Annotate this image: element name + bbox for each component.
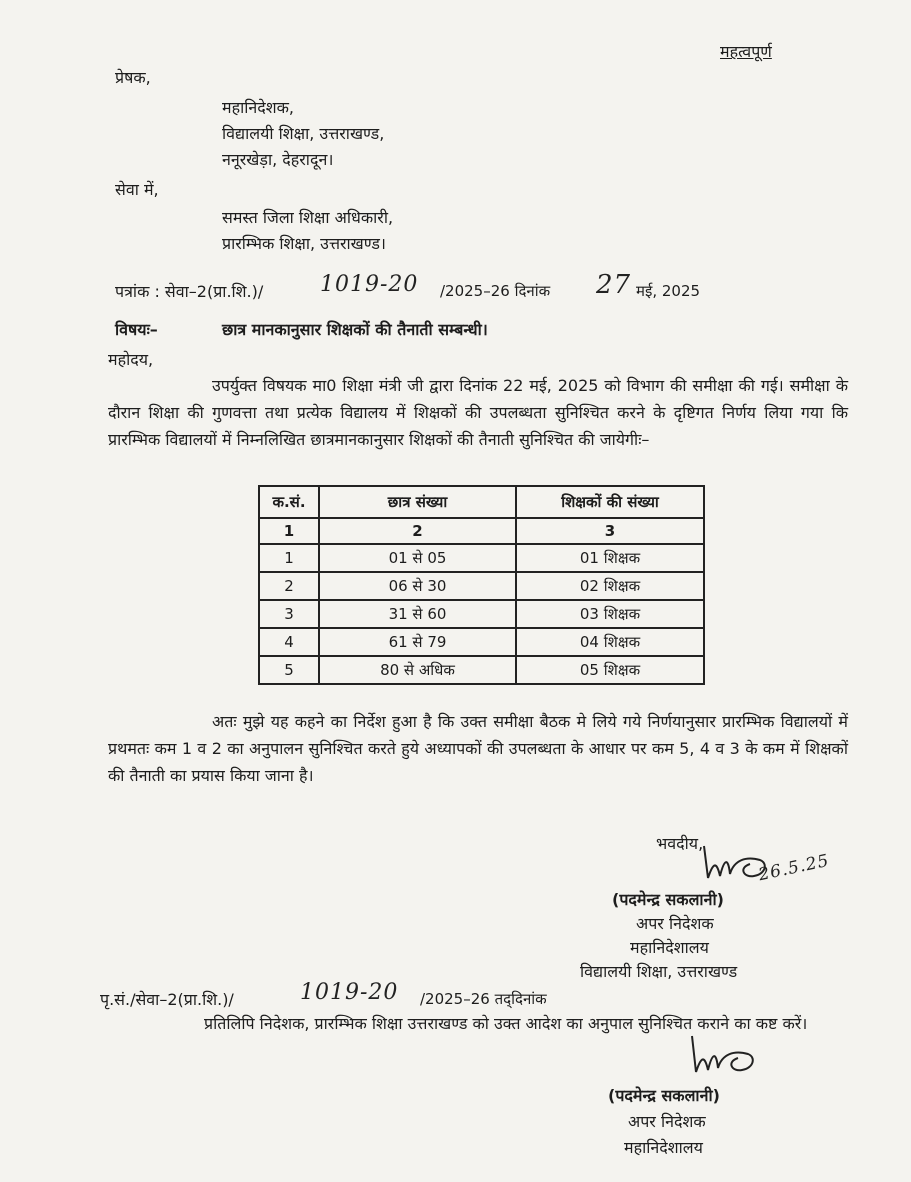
valediction: भवदीय,	[656, 834, 704, 853]
table-header: छात्र संख्या	[319, 486, 516, 518]
sender-label: प्रेषक,	[115, 68, 151, 87]
table-cell: 04 शिक्षक	[516, 628, 704, 656]
body-paragraph-2	[108, 708, 848, 789]
table-cell: 06 से 30	[319, 572, 516, 600]
reference-month-year: मई, 2025	[636, 282, 701, 300]
endorsement-number: 1019-20	[300, 980, 399, 1005]
table-cell: 2	[259, 572, 319, 600]
handwritten-signature	[676, 1032, 766, 1082]
subject-label: विषयः–	[115, 320, 158, 339]
table-header: क.सं.	[259, 486, 319, 518]
paragraph-1-text: उपर्युक्त विषयक मा0 शिक्षा मंत्री जी द्वारा दिनांक 22 मई, 2025 को विभाग की समीक्षा की गई। समीक्षा के दौरान शिक्षा की गुणवत्ता तथा प्रत्येक विद्यालय में शिक्षकों की उपलब्धता सुनिश्चित करने के दृष्टिगत निर्णय लिया गया कि प्रारम्भिक विद्यालयों में निम्नलिखित छात्रमानकानुसार शिक्षकों की तैनाती सुनिश्चित की जायेगीः–	[108, 376, 848, 449]
table-header-row	[259, 486, 704, 518]
table-cell: 05 शिक्षक	[516, 656, 704, 684]
reference-number: 1019-20	[320, 272, 419, 297]
table-cell: 4	[259, 628, 319, 656]
reference-year: /2025–26 दिनांक	[440, 282, 551, 300]
table-cell: 80 से अधिक	[319, 656, 516, 684]
table-index-row	[259, 518, 704, 544]
table-cell: 3	[259, 600, 319, 628]
table-row	[259, 656, 704, 684]
importance-marking: महत्वपूर्ण	[720, 42, 772, 61]
signatory-department: विद्यालयी शिक्षा, उत्तराखण्ड	[580, 962, 738, 981]
endorsement-signatory-designation: अपर निदेशक	[628, 1112, 706, 1131]
endorsement-prefix: पृ.सं./सेवा–2(प्रा.शि.)/	[100, 990, 234, 1009]
table-cell: 03 शिक्षक	[516, 600, 704, 628]
subject-text: छात्र मानकानुसार शिक्षकों की तैनाती सम्बन्धी।	[222, 320, 488, 339]
reference-day: 27	[596, 270, 632, 300]
table-cell: 5	[259, 656, 319, 684]
signatory-office: महानिदेशालय	[630, 938, 709, 957]
recipient-line: प्रारम्भिक शिक्षा, उत्तराखण्ड।	[222, 234, 386, 253]
table-row	[259, 544, 704, 572]
recipient-label: सेवा में,	[115, 180, 159, 199]
table-cell: 02 शिक्षक	[516, 572, 704, 600]
signature-date: 26.5.25	[756, 850, 832, 886]
sender-line: विद्यालयी शिक्षा, उत्तराखण्ड,	[222, 124, 385, 143]
endorsement-suffix: /2025–26 तद्‌दिनांक	[420, 990, 547, 1008]
table-cell: 01 से 05	[319, 544, 516, 572]
table-cell: 31 से 60	[319, 600, 516, 628]
table-header: शिक्षकों की संख्या	[516, 486, 704, 518]
table-cell: 1	[259, 544, 319, 572]
endorsement-signatory-name: (पदमेन्द्र सकलानी)	[608, 1086, 720, 1105]
reference-prefix: पत्रांक : सेवा–2(प्रा.शि.)/	[115, 282, 264, 301]
table-cell: 3	[516, 518, 704, 544]
table-cell: 1	[259, 518, 319, 544]
table-row	[259, 628, 704, 656]
signatory-designation: अपर निदेशक	[636, 914, 714, 933]
table-row	[259, 572, 704, 600]
table-cell: 61 से 79	[319, 628, 516, 656]
recipient-line: समस्त जिला शिक्षा अधिकारी,	[222, 208, 394, 227]
body-paragraph-1	[108, 372, 848, 453]
staffing-norms-table	[258, 485, 705, 685]
endorsement-signatory-office: महानिदेशालय	[624, 1138, 703, 1157]
signatory-name: (पदमेन्द्र सकलानी)	[612, 890, 724, 909]
sender-line: महानिदेशक,	[222, 98, 294, 117]
sender-line: ननूरखेड़ा, देहरादून।	[222, 150, 334, 169]
table-cell: 2	[319, 518, 516, 544]
salutation: महोदय,	[108, 350, 154, 369]
table-cell: 01 शिक्षक	[516, 544, 704, 572]
paragraph-2-text: अतः मुझे यह कहने का निर्देश हुआ है कि उक्त समीक्षा बैठक मे लिये गये निर्णयानुसार प्रारम्भिक विद्यालयों में प्रथमतः कम 1 व 2 का अनुपालन सुनिश्चित करते हुये अध्यापकों की उपलब्धता के आधार पर कम 5, 4 व 3 के कम में शिक्षकों की तैनाती का प्रयास किया जाना है।	[108, 712, 848, 785]
endorsement-text: प्रतिलिपि निदेशक, प्रारम्भिक शिक्षा उत्तराखण्ड को उक्त आदेश का अनुपाल सुनिश्चित कराने का कष्ट करें।	[204, 1014, 808, 1033]
table-row	[259, 600, 704, 628]
